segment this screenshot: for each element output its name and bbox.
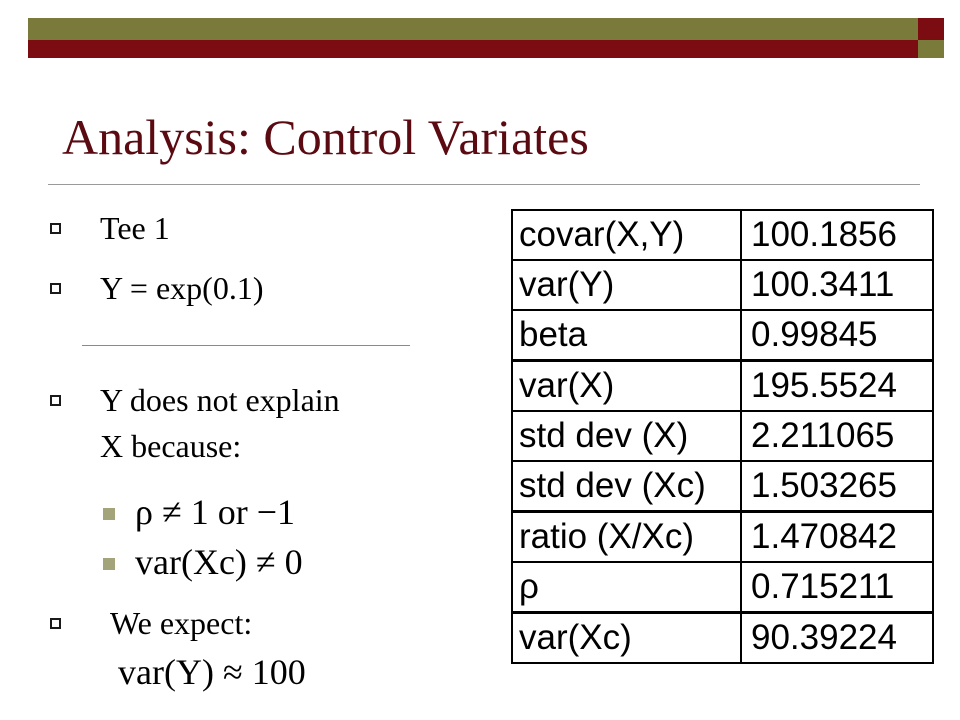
row-value: 1.470842 <box>741 512 933 563</box>
table-row <box>512 562 933 613</box>
row-value: 2.211065 <box>741 411 933 461</box>
row-label: std dev (X) <box>512 411 741 461</box>
bullet-explanation-line1: Y does not explain <box>100 382 340 418</box>
bullet-explanation-line2: X because: <box>100 428 242 464</box>
bullet-y-definition: Y = exp(0.1) <box>100 270 264 306</box>
bullet-divider <box>82 345 410 346</box>
row-value: 0.715211 <box>741 562 933 613</box>
header-corner-green <box>918 40 944 58</box>
bullet-tee: Tee 1 <box>100 210 170 246</box>
square-bullet-icon <box>50 283 61 294</box>
sub-bullet-icon <box>103 558 115 570</box>
formula-rho: ρ ≠ 1 or −1 <box>135 492 296 532</box>
formula-var-y: var(Y) ≈ 100 <box>118 652 306 692</box>
square-bullet-icon <box>50 618 61 629</box>
row-value: 1.503265 <box>741 461 933 512</box>
square-bullet-icon <box>50 395 61 406</box>
row-label: covar(X,Y) <box>512 210 741 260</box>
row-label: beta <box>512 310 741 361</box>
row-value: 195.5524 <box>741 361 933 412</box>
statistics-table <box>511 209 934 664</box>
slide-title: Analysis: Control Variates <box>62 109 589 165</box>
row-label: var(Y) <box>512 260 741 310</box>
sub-bullet-icon <box>103 508 115 520</box>
table-row <box>512 260 933 310</box>
row-value: 0.99845 <box>741 310 933 361</box>
row-label: std dev (Xc) <box>512 461 741 512</box>
header-corner-red <box>918 18 944 40</box>
row-value: 100.3411 <box>741 260 933 310</box>
table-row <box>512 411 933 461</box>
header-bar-green <box>28 18 918 40</box>
table-row <box>512 512 933 563</box>
square-bullet-icon <box>50 223 61 234</box>
row-value: 100.1856 <box>741 210 933 260</box>
table-row <box>512 461 933 512</box>
table-row <box>512 613 933 664</box>
row-value: 90.39224 <box>741 613 933 664</box>
table-row <box>512 310 933 361</box>
title-divider <box>48 184 920 185</box>
table-row <box>512 361 933 412</box>
header-bar-red <box>28 40 918 58</box>
table-row <box>512 210 933 260</box>
formula-var-xc: var(Xc) ≠ 0 <box>135 542 303 582</box>
bullet-we-expect: We expect: <box>110 605 253 641</box>
row-label: var(X) <box>512 361 741 412</box>
row-label: ratio (X/Xc) <box>512 512 741 563</box>
row-label: var(Xc) <box>512 613 741 664</box>
row-label: ρ <box>512 562 741 613</box>
